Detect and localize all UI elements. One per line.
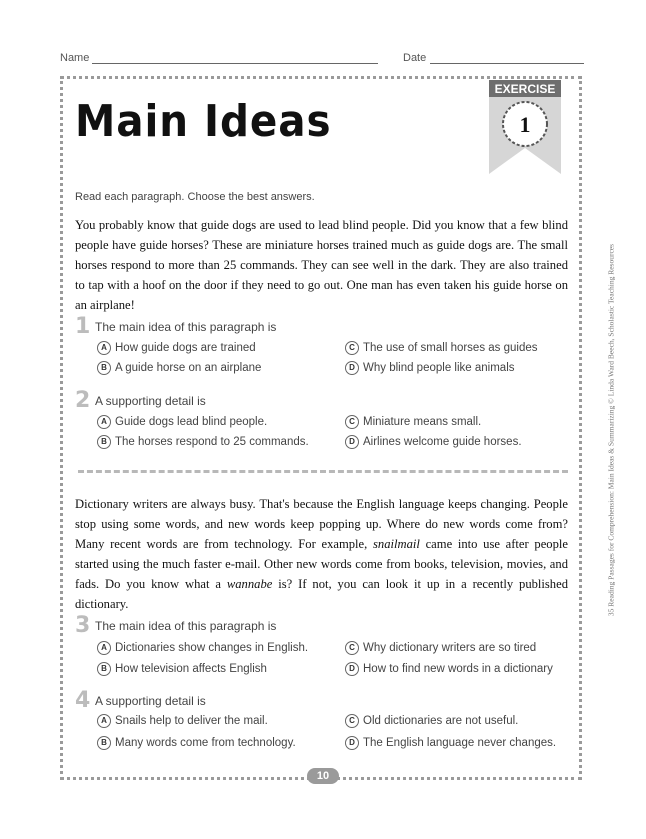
q1-option-b[interactable]: B A guide horse on an airplane: [97, 361, 261, 375]
q2-option-d[interactable]: D Airlines welcome guide horses.: [345, 435, 522, 449]
q2-option-b[interactable]: B The horses respond to 25 commands.: [97, 435, 309, 449]
option-c-bubble[interactable]: C: [345, 714, 359, 728]
paragraph-1: You probably know that guide dogs are used to lead blind people. Did you know that a few blind people have guide horses? These are miniature horses trained much as guide dogs are. The small horses respond to more than 25 commands. They can see well in the dark. They are also trained to tap with a hoof on the door if they need to go out. One man has even taken his guide horse on an airplane!: [75, 218, 568, 312]
italic-word-snailmail: snailmail: [373, 537, 420, 551]
question-1-prompt: The main idea of this paragraph is: [95, 320, 277, 334]
option-d-bubble[interactable]: D: [345, 435, 359, 449]
question-4-prompt: A supporting detail is: [95, 694, 206, 708]
q3-option-b[interactable]: B How television affects English: [97, 662, 267, 676]
page-title: Main Ideas: [75, 96, 332, 147]
option-a-bubble[interactable]: A: [97, 341, 111, 355]
option-a-bubble[interactable]: A: [97, 714, 111, 728]
option-a-bubble[interactable]: A: [97, 641, 111, 655]
q4-option-b[interactable]: B Many words come from technology.: [97, 736, 296, 750]
question-2-prompt: A supporting detail is: [95, 394, 206, 408]
option-d-bubble[interactable]: D: [345, 736, 359, 750]
page-number: 10: [307, 768, 339, 784]
question-1-number: 1: [75, 314, 91, 339]
option-d-bubble[interactable]: D: [345, 662, 359, 676]
q3-option-a[interactable]: A Dictionaries show changes in English.: [97, 641, 308, 655]
option-b-bubble[interactable]: B: [97, 662, 111, 676]
q1-option-a[interactable]: A How guide dogs are trained: [97, 341, 256, 355]
q1-option-c[interactable]: C The use of small horses as guides: [345, 341, 538, 355]
question-3-prompt: The main idea of this paragraph is: [95, 619, 277, 633]
option-a-bubble[interactable]: A: [97, 415, 111, 429]
instructions: Read each paragraph. Choose the best answers.: [75, 191, 315, 203]
date-label: Date: [403, 52, 427, 64]
question-2-number: 2: [75, 388, 91, 413]
section-divider: [78, 470, 568, 473]
exercise-label: EXERCISE: [494, 82, 556, 96]
name-line[interactable]: [92, 63, 378, 64]
name-label: Name: [60, 52, 90, 64]
italic-word-wannabe: wannabe: [226, 577, 273, 591]
q1-option-d[interactable]: D Why blind people like animals: [345, 361, 515, 375]
option-b-bubble[interactable]: B: [97, 361, 111, 375]
option-c-bubble[interactable]: C: [345, 641, 359, 655]
q2-option-c[interactable]: C Miniature means small.: [345, 415, 481, 429]
question-3-number: 3: [75, 613, 91, 638]
option-c-bubble[interactable]: C: [345, 341, 359, 355]
q4-option-a[interactable]: A Snails help to deliver the mail.: [97, 714, 268, 728]
option-d-bubble[interactable]: D: [345, 361, 359, 375]
q4-option-c[interactable]: C Old dictionaries are not useful.: [345, 714, 518, 728]
paragraph-2: Dictionary writers are always busy. That's because the English language keeps changing. People stop using some words, and new words keep popping up. Where do new words come from? Many recent words are from technology. For example, snailmail came into use after people started using the much faster e-mail. Other new words come from books, television, movies, and fads. Do you know what a wannabe is? If not, you can look it up in a recently published dictionary.: [75, 497, 568, 611]
exercise-number: 1: [519, 112, 531, 137]
q3-option-c[interactable]: C Why dictionary writers are so tired: [345, 641, 536, 655]
side-credit: 35 Reading Passages for Comprehension: Main Ideas & Summarizing © Linda Ward Beech, Scholastic Teaching Resources: [606, 243, 616, 617]
option-c-bubble[interactable]: C: [345, 415, 359, 429]
option-b-bubble[interactable]: B: [97, 435, 111, 449]
option-b-bubble[interactable]: B: [97, 736, 111, 750]
q3-option-d[interactable]: D How to find new words in a dictionary: [345, 662, 553, 676]
q2-option-a[interactable]: A Guide dogs lead blind people.: [97, 415, 267, 429]
q4-option-d[interactable]: D The English language never changes.: [345, 736, 556, 750]
exercise-badge: [487, 78, 563, 176]
question-4-number: 4: [75, 688, 91, 713]
date-line[interactable]: [430, 63, 584, 64]
